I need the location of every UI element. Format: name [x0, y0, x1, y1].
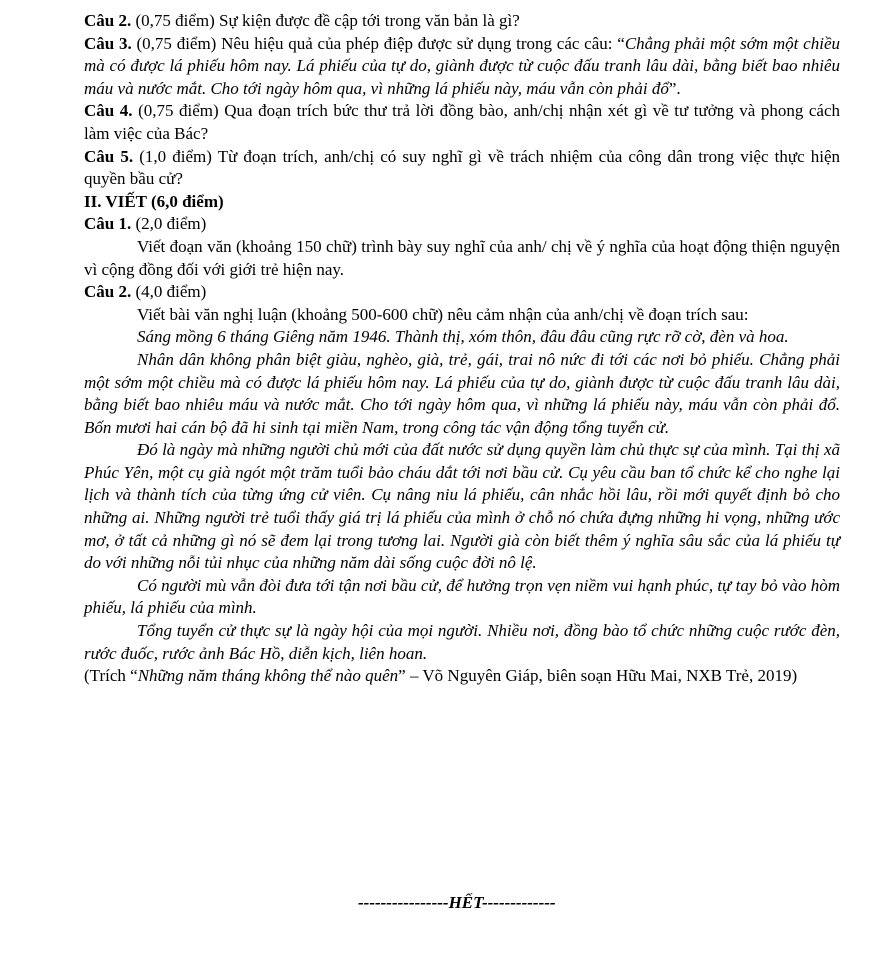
source-title: Những năm tháng không thể nào quên [137, 666, 399, 686]
excerpt-paragraph: Tổng tuyển cử thực sự là ngày hội của mọi người. Nhiều nơi, đồng bào tổ chức những cuộc rước đèn, rước đuốc, rước ảnh Bác Hồ, diễn kịch, liên hoan. [84, 621, 840, 663]
end-mark: ----------------HẾT------------- [358, 893, 556, 912]
section-title-writing: II. VIẾT (6,0 điểm) [84, 191, 224, 211]
reading-question-4: Câu 4. (0,75 điểm) Qua đoạn trích bức thư trả lời đồng bào, anh/chị nhận xét gì về tư tưởng và phong cách làm việc của Bác? [84, 101, 841, 143]
excerpt-paragraph: Có người mù vẫn đòi đưa tới tận nơi bầu cử, để hưởng trọn vẹn niềm vui hạnh phúc, tự tay bỏ vào hòm phiếu, lá phiếu của mình. [84, 575, 840, 618]
reading-question-5: Câu 5. (1,0 điểm) Từ đoạn trích, anh/chị có suy nghĩ gì về trách nhiệm của công dân trong việc thực hiện quyền bầu cử? [84, 146, 841, 189]
writing-question-1-header: Câu 1. (2,0 điểm) [84, 214, 207, 234]
writing-question-1-text: Viết đoạn văn (khoảng 150 chữ) trình bày suy nghĩ của anh/ chị về ý nghĩa của hoạt động thiện nguyện vì cộng đồng đối với giới trẻ hiện nay. [84, 236, 840, 279]
reading-question-2: Câu 2. (0,75 điểm) Sự kiện được đề cập tới trong văn bản là gì? [84, 11, 520, 30]
quoted-sentences: Chẳng phải một sớm một chiều mà có được lá phiếu hôm nay. Lá phiếu của tự do, giành được từ cuộc đấu tranh lâu dài, bằng biết bao nhiêu máu và nước mắt. Cho tới ngày hôm qua, vì những lá phiếu này, máu vẫn còn phải đổ [84, 33, 840, 98]
reading-question-3: Câu 3. (0,75 điểm) Nêu hiệu quả của phép điệp được sử dụng trong các câu: “Chẳng phải một sớm một chiều mà có được lá phiếu hôm nay. Lá phiếu của tự do, giành được từ cuộc đấu tranh lâu dài, bằng biết bao nhiêu máu và nước mắt. Cho tới ngày hôm qua, vì những lá phiếu này, máu vẫn còn phải đổ”. [84, 33, 840, 98]
writing-question-2-header: Câu 2. (4,0 điểm) [84, 282, 207, 302]
writing-question-2-text: Viết bài văn nghị luận (khoảng 500-600 chữ) nêu cảm nhận của anh/chị về đoạn trích sau: [137, 304, 749, 324]
exam-page [84, 10, 840, 688]
excerpt-paragraph: Sáng mồng 6 tháng Giêng năm 1946. Thành thị, xóm thôn, đâu đâu cũng rực rỡ cờ, đèn và hoa. [137, 327, 789, 347]
excerpt-paragraph: Nhân dân không phân biệt giàu, nghèo, già, trẻ, gái, trai nô nức đi tới các nơi bỏ phiếu. Chẳng phải một sớm một chiều mà có được lá phiếu hôm nay. Lá phiếu của tự do, giành được từ cuộc đấu tranh lâu dài, bằng biết bao nhiêu máu và nước mắt. Cho tới ngày hôm qua, vì những lá phiếu này, máu vẫn còn phải đổ. Bốn mươi hai cán bộ đã hi sinh tại miền Nam, trong công tác vận động tổng tuyển cử. [84, 349, 840, 437]
excerpt-paragraph: Đó là ngày mà những người chủ mới của đất nước sử dụng quyền làm chủ thực sự của mình. Tại thị xã Phúc Yên, một cụ già ngót một trăm tuổi bảo cháu dắt tới nơi bầu cử. Cụ yêu cầu ban tổ chức kể cho nghe lại lịch và thành tích của từng ứng cử viên. Cụ nâng niu lá phiếu, cân nhắc hồi lâu, rồi mới quyết định bỏ cho những ai. Những người trẻ tuổi thấy giá trị lá phiếu của mình ở chỗ nó chứa đựng những hi vọng, những ước mơ, ở tất cả những gì nó sẽ đem lại trong tương lai. Người già còn biết thêm ý nghĩa sâu sắc của lá phiếu tự do với những nỗi tủi nhục của những năm dài sống cuộc đời nô lệ. [84, 440, 840, 573]
excerpt-source: (Trích “Những năm tháng không thể nào quên” – Võ Nguyên Giáp, biên soạn Hữu Mai, NXB Trẻ, 2019) [84, 666, 798, 686]
